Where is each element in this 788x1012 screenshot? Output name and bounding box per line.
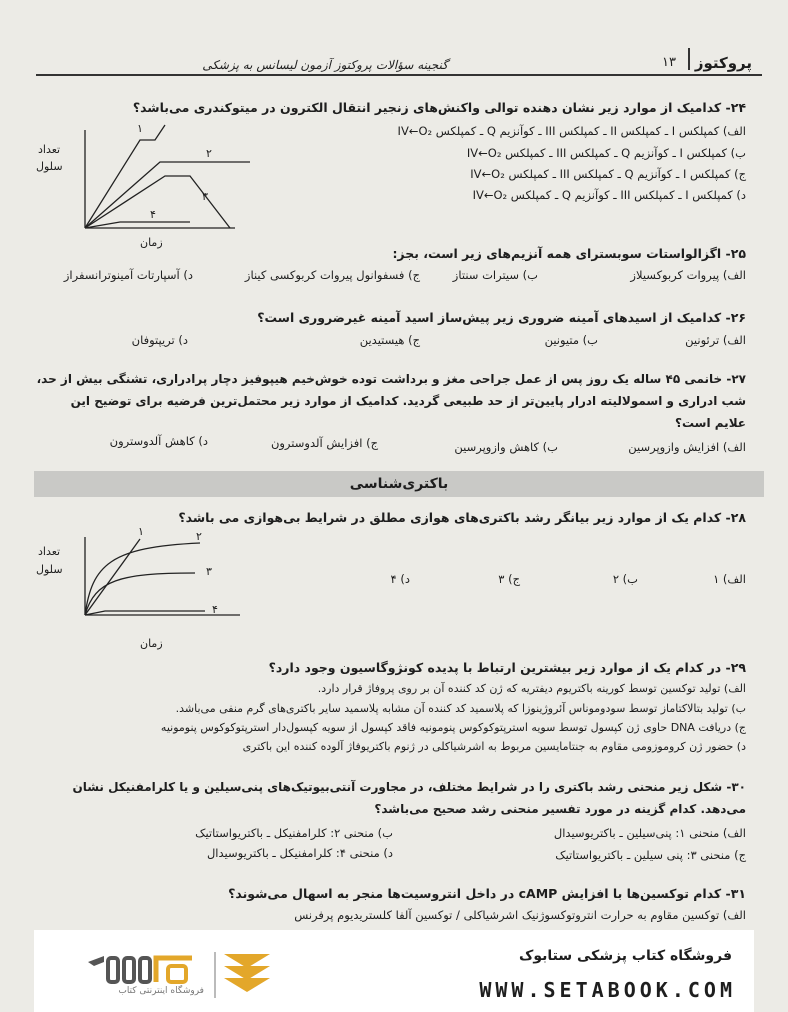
question-26-stem: ۲۶- کدامیک از اسیدهای آمینه ضروری زیر پیش‌ساز اسید آمینه غیرضروری است؟ (257, 310, 746, 325)
question-28-option-c: ج) ۳ (498, 572, 520, 586)
header-divider (688, 48, 690, 70)
graph2-curve-3 (85, 573, 195, 615)
question-27-line-3: علایم است؟ (675, 416, 746, 430)
graph1-xlabel: زمان (140, 236, 163, 249)
question-24-option-b: ب) کمپلکس I ـ کوآنزیم Q ـ کمپلکس III ـ کمپلکس IV←O₂ (466, 146, 746, 160)
question-25-option-c: ج) فسفوانول پیروات کربوکسی کیناز (244, 268, 420, 282)
question-27-line-2: شب ادراری و اسمولالیته ادرار پایین‌تر از حد طبیعی گردید. کدامیک از موارد زیر محتمل‌ترین فرضیه برای توضیح این (70, 394, 746, 408)
graph1-ylabel-2: سلول (36, 160, 63, 173)
question-25-option-d: د) آسپارتات آمینوترانسفراز (63, 268, 193, 282)
page-number: ۱۳ (662, 55, 676, 70)
question-25-option-a: الف) پیروات کربوکسیلاز (630, 268, 746, 282)
section-header-bacteriology: باکتری‌شناسی (34, 471, 764, 497)
question-27-option-a: الف) افزایش وازوپرسین (628, 440, 746, 454)
question-28-option-a: الف) ۱ (713, 572, 746, 586)
graph1-curve-1-label: ۱ (137, 122, 143, 135)
question-29-option-b: ب) تولید بتالاکتاماز توسط سودوموناس آئروژینوزا که پلاسمید کد کننده آن مشابه پلاسمید سایر باکتری‌های گرم منفی می‌باشد. (175, 702, 746, 715)
graph2-curve-4-label: ۴ (212, 603, 218, 616)
graph2-ylabel-1: تعداد (38, 545, 61, 558)
question-31-stem: ۳۱- کدام توکسین‌ها با افزایش cAMP در داخل انتروسیت‌ها منجر به اسهال می‌شوند؟ (228, 886, 746, 901)
graph2-curve-3-label: ۳ (206, 565, 212, 578)
question-30-option-c: ج) منحنی ۳: پنی سیلین ـ باکتریواستاتیک (555, 848, 746, 862)
question-31-option-a: الف) توکسین مقاوم به حرارت انتروتوکسوژنیک اشرشیاکلی / توکسین آلفا کلستریدیوم پرفرنس (294, 908, 746, 922)
question-30-option-d: د) منحنی ۴: کلرامفنیکل ـ باکتریوسیدال (206, 846, 393, 860)
graph2-xlabel: زمان (140, 637, 163, 650)
graph1-curve-4 (85, 222, 190, 228)
question-27-line-1: ۲۷- خانمی ۴۵ ساله یک روز پس از عمل جراحی مغز و برداشت توده خوش‌خیم هیپوفیز دچار پرادراری، تشنگی بیش از حد، (36, 372, 746, 386)
question-27-option-b: ب) کاهش وازوپرسین (454, 440, 558, 454)
graph2-curve-2 (85, 543, 200, 615)
graph1-ylabel-1: تعداد (38, 143, 61, 156)
question-27-option-c: ج) افزایش آلدوسترون (270, 436, 378, 450)
header-rule (36, 74, 762, 76)
question-30-line-1: ۳۰- شکل زیر منحنی رشد باکتری را در شرایط مختلف، در مجاورت آنتی‌بیوتیک‌های پنی‌سیلین و یا کلرامفنیکل نشان (72, 780, 746, 794)
logo-subtitle: فروشگاه اینترنتی کتاب (118, 986, 204, 996)
question-29-option-d: د) حضور ژن کروموزومی مقاوم به جنتامایسین مربوط به اشرشیاکلی در ژنوم باکتریوفاژ آلوده کننده این باکتری (242, 740, 746, 753)
question-24-option-d: د) کمپلکس I ـ کمپلکس III ـ کوآنزیم Q ـ کمپلکس IV←O₂ (472, 188, 746, 202)
graph1-curve-3 (85, 176, 230, 228)
question-26-option-a: الف) ترئونین (685, 333, 746, 347)
graph2-curve-2-label: ۲ (196, 530, 202, 543)
graph1-curve-2 (85, 162, 250, 228)
question-30-option-b: ب) منحنی ۲: کلرامفنیکل ـ باکتریواستاتیک (195, 826, 393, 840)
graph2-ylabel-2: سلول (36, 563, 63, 576)
book-title: گنجینه سؤالات پروکتوز آزمون لیسانس به پزشکی (202, 58, 448, 72)
question-26-option-c: ج) هیستیدین (359, 333, 420, 347)
question-25-stem: ۲۵- اگزالواستات سوبسترای همه آنزیم‌های زیر است، بجز: (392, 246, 746, 261)
question-28-option-d: د) ۴ (390, 572, 410, 586)
question-30-option-a: الف) منحنی ۱: پنی‌سیلین ـ باکتریوسیدال (553, 826, 746, 840)
graph1-curve-2-label: ۲ (206, 147, 212, 160)
question-30-line-2: می‌دهد. کدام گزینه در مورد تفسیر منحنی رشد صحیح می‌باشد؟ (374, 802, 746, 816)
question-26-option-d: د) تریپتوفان (131, 333, 188, 347)
graph1-curve-4-label: ۴ (150, 208, 156, 221)
growth-curve-graph-2-svg (30, 525, 260, 655)
store-name: فروشگاه کتاب پزشکی ستابوک (519, 948, 732, 964)
question-24-option-c: ج) کمپلکس I ـ کوآنزیم Q ـ کمپلکس III ـ کمپلکس IV←O₂ (470, 167, 746, 181)
question-29-stem: ۲۹- در کدام یک از موارد زیر بیشترین ارتباط با پدیده کونژوگاسیون وجود دارد؟ (268, 660, 746, 675)
growth-curve-graph-2 (30, 525, 260, 655)
store-logo (74, 948, 274, 1002)
question-29-option-c: ج) دریافت DNA حاوی ژن کپسول توسط سویه استرپتوکوکوس پنومونیه فاقد کپسول از سویه کپسول‌دار استرپتوکوکوس پنومونیه (160, 721, 746, 734)
question-24-option-a: الف) کمپلکس I ـ کمپلکس II ـ کمپلکس III ـ کوآنزیم Q ـ کمپلکس IV←O₂ (397, 124, 746, 138)
question-26-option-b: ب) متیونین (544, 333, 598, 347)
question-28-stem: ۲۸- کدام یک از موارد زیر بیانگر رشد باکتری‌های هوازی مطلق در شرایط بی‌هوازی می باشد؟ (178, 510, 746, 525)
question-24-stem: ۲۴- کدامیک از موارد زیر نشان دهنده توالی واکنش‌های زنجیر انتقال الکترون در میتوکندری می‌باشد؟ (132, 100, 746, 115)
question-28-option-b: ب) ۲ (612, 572, 638, 586)
store-url[interactable]: WWW.SETABOOK.COM (479, 978, 736, 1002)
graph1-curve-3-label: ۳ (202, 190, 208, 203)
running-title: پروکتوز (694, 54, 752, 72)
store-banner (34, 930, 754, 1012)
graph2-curve-1-label: ۱ (138, 525, 144, 538)
question-25-option-b: ب) سیترات سنتاز (452, 268, 538, 282)
question-27-option-d: د) کاهش آلدوسترون (109, 434, 208, 448)
question-29-option-a: الف) تولید توکسین توسط کورینه باکتریوم دیفتریه که ژن کد کننده آن بر روی پروفاژ قرار دارد. (317, 682, 746, 695)
growth-curve-graph-1 (30, 110, 260, 260)
